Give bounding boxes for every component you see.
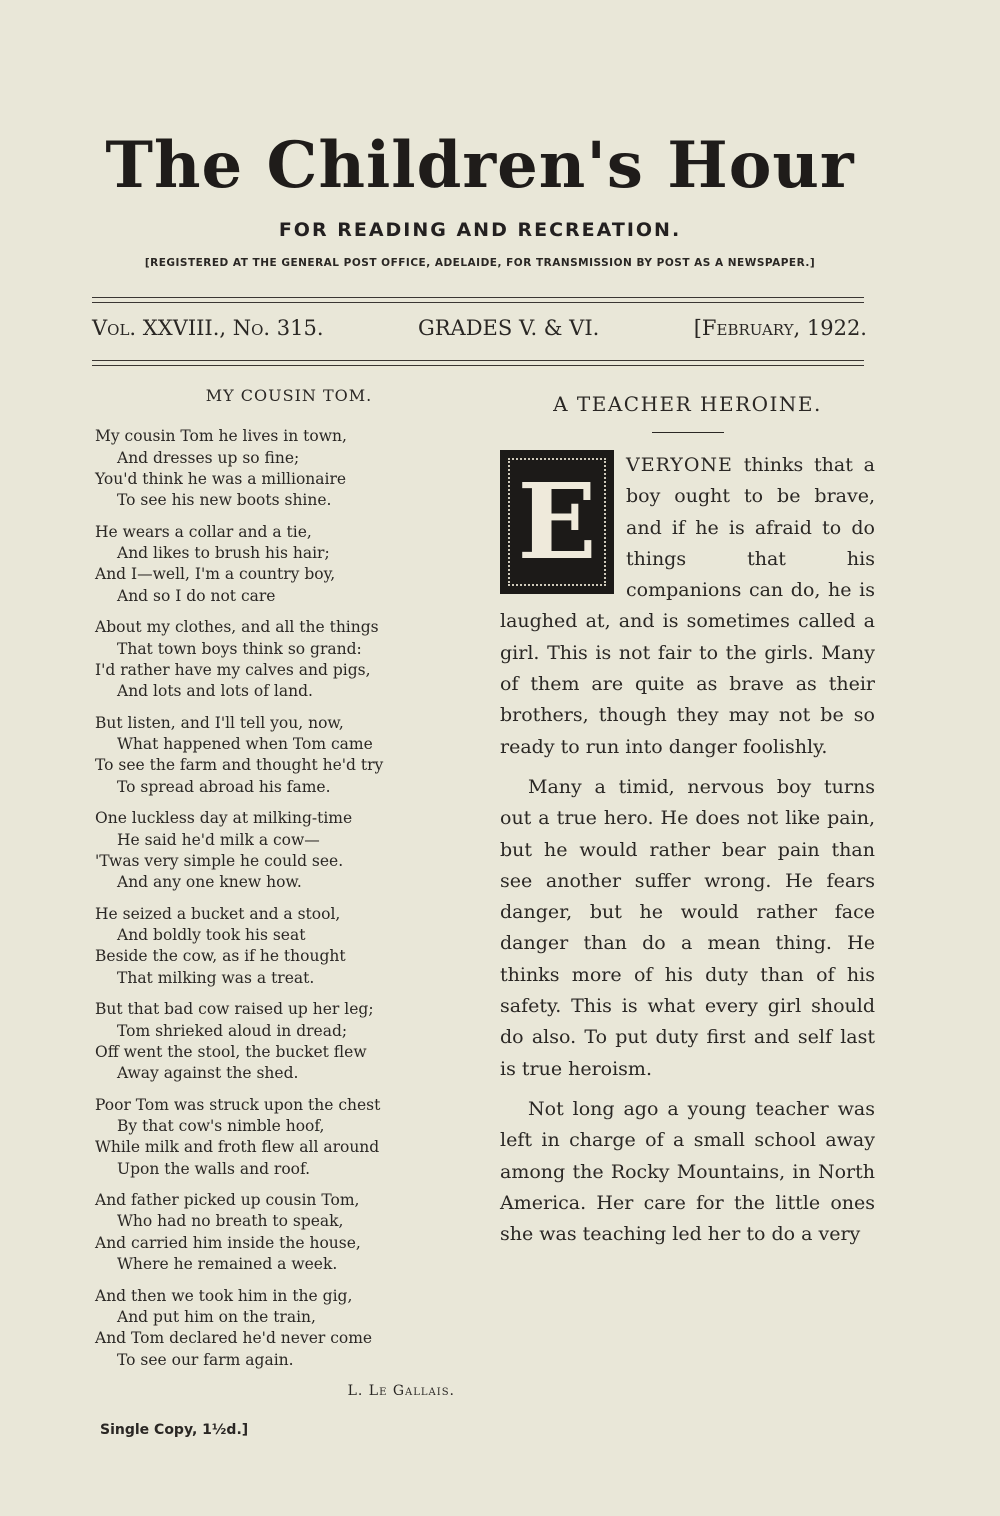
poem-line: And boldly took his seat: [117, 926, 306, 945]
poem-line: And lots and lots of land.: [117, 682, 313, 701]
poem-author: L. Le Gallais.: [347, 1383, 455, 1400]
poem-line: And likes to brush his hair;: [117, 544, 330, 563]
poem-line: My cousin Tom he lives in town,: [95, 427, 347, 446]
header-rule-bottom: [92, 360, 864, 361]
poem-line: He seized a bucket and a stool,: [95, 904, 341, 923]
poem-line: I'd rather have my calves and pigs,: [95, 660, 371, 679]
poem-line: And dresses up so fine;: [117, 448, 300, 467]
ornamental-drop-cap: [500, 450, 614, 594]
poem-line: Tom shrieked aloud in dread;: [117, 1021, 348, 1040]
poem-line: To see the farm and thought he'd try: [95, 756, 384, 775]
poem-stanza: [95, 1286, 475, 1371]
poem-line: Beside the cow, as if he thought: [95, 947, 346, 966]
poem-stanza: [95, 904, 475, 989]
poem-line: And Tom declared he'd never come: [95, 1329, 373, 1348]
poem-line: He wears a collar and a tie,: [95, 522, 312, 541]
poem-stanza: [95, 808, 475, 893]
poem-column: [95, 385, 475, 1402]
issue-date: [February, 1922.: [693, 316, 867, 340]
poem-stanza: [95, 713, 475, 798]
poem-line: What happened when Tom came: [117, 735, 373, 754]
header-rule-top-second: [92, 302, 864, 303]
article-column: [500, 390, 875, 1259]
header-rule-top: [92, 297, 864, 298]
poem-line: And then we took him in the gig,: [95, 1286, 353, 1305]
poem-stanza: [95, 426, 475, 511]
poem-line: By that cow's nimble hoof,: [117, 1116, 325, 1135]
poem-line: And I—well, I'm a country boy,: [95, 565, 336, 584]
poem-line: While milk and froth flew all around: [95, 1138, 380, 1157]
poem-title: MY COUSIN TOM.: [205, 386, 373, 405]
poem-stanza: [95, 1190, 475, 1275]
header-rule-bottom-second: [92, 365, 864, 366]
poem-line: To see our farm again.: [117, 1350, 294, 1369]
poem-line: 'Twas very simple he could see.: [95, 851, 344, 870]
article-paragraph-2: Many a timid, nervous boy turns out a true hero. He does not like pain, but he would rather bear pain than see another suffer wrong. He fears danger, but he would rather face danger than do a mean thing. He thinks more of his duty than of his safety. This is what every girl should do also. To put duty first and self last is true heroism.: [500, 775, 875, 1080]
volume-number: Vol. XXVIII., No. 315.: [92, 316, 324, 340]
poem-line: And carried him inside the house,: [95, 1233, 361, 1252]
poem-line: Upon the walls and roof.: [117, 1159, 311, 1178]
poem-line: That town boys think so grand:: [117, 639, 362, 658]
poem-line: And father picked up cousin Tom,: [95, 1191, 360, 1210]
poem-line: And put him on the train,: [117, 1307, 316, 1326]
poem-line: He said he'd milk a cow—: [117, 830, 320, 849]
poem-stanzas: [95, 426, 475, 1371]
poem-line: About my clothes, and all the things: [95, 618, 379, 637]
poem-line: Poor Tom was struck upon the chest: [95, 1095, 381, 1114]
poem-stanza: [95, 999, 475, 1084]
poem-line: To spread abroad his fame.: [117, 777, 331, 796]
poem-line: And so I do not care: [117, 586, 276, 605]
poem-line: Who had no breath to speak,: [117, 1212, 344, 1231]
poem-line: That milking was a treat.: [117, 968, 315, 987]
poem-line: But listen, and I'll tell you, now,: [95, 713, 344, 732]
poem-line: You'd think he was a millionaire: [95, 469, 347, 488]
grades-label: GRADES V. & VI.: [417, 316, 600, 340]
publication-title: The Children's Hour: [105, 128, 855, 203]
poem-line: And any one knew how.: [117, 873, 302, 892]
drop-cap-letter: E: [517, 460, 597, 583]
masthead: [90, 125, 870, 269]
registration-notice: [REGISTERED AT THE GENERAL POST OFFICE, ADELAIDE, FOR TRANSMISSION BY POST AS A NEWSPAPER.]: [144, 257, 816, 269]
price-notice: Single Copy, 1½d.]: [100, 1422, 249, 1438]
poem-line: But that bad cow raised up her leg;: [95, 1000, 374, 1019]
paragraph-1-text: thinks that a boy ought to be brave, and if he is afraid to do things that his companions can do, he is laughed at, and is sometimes called a girl. This is not fair to the girls. Many of them are quite as brave as their brothers, though they may not be so ready to run into danger foolishly.: [500, 454, 875, 758]
poem-stanza: [95, 522, 475, 607]
first-word: VERYONE: [626, 454, 733, 476]
poem-line: Away against the shed.: [117, 1064, 299, 1083]
issue-line: [92, 316, 867, 340]
poem-stanza: [95, 1095, 475, 1180]
article-paragraph-3: Not long ago a young teacher was left in charge of a small school away among the Rocky Mountains, in North America. Her care for the little ones she was teaching led her to do a very: [500, 1097, 875, 1246]
poem-line: To see his new boots shine.: [117, 491, 332, 510]
poem-line: One luckless day at milking-time: [95, 809, 353, 828]
poem-line: Where he remained a week.: [117, 1255, 338, 1274]
poem-line: Off went the stool, the bucket flew: [95, 1042, 367, 1061]
poem-stanza: [95, 617, 475, 702]
publication-subtitle: FOR READING AND RECREATION.: [278, 219, 682, 241]
article-title: A TEACHER HEROINE.: [553, 392, 822, 416]
title-divider: [652, 432, 724, 433]
